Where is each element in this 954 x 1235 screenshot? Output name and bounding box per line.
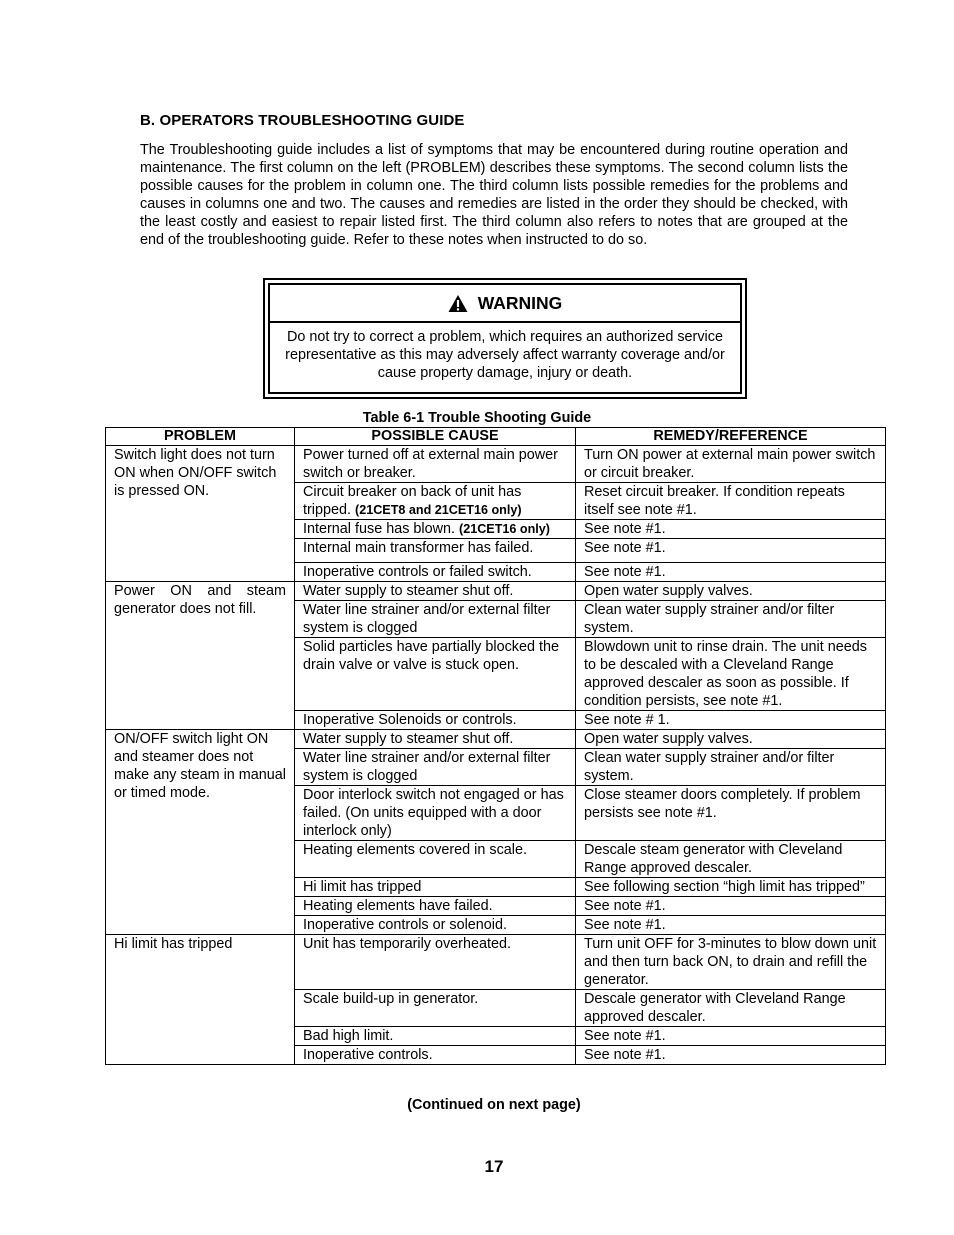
remedy-cell: See note #1. (576, 1046, 886, 1065)
remedy-cell: See note #1. (576, 520, 886, 539)
remedy-cell: Descale steam generator with Cleveland Range approved descaler. (576, 841, 886, 878)
table-row (106, 935, 886, 990)
warning-box (263, 278, 747, 399)
remedy-cell: Close steamer doors completely. If problem persists see note #1. (576, 786, 886, 841)
table-header-row (106, 428, 886, 446)
remedy-cell: Reset circuit breaker. If condition repeats itself see note #1. (576, 483, 886, 520)
cause-cell: Heating elements covered in scale. (295, 841, 576, 878)
problem-cell: Switch light does not turn ON when ON/OFF switch is pressed ON. (106, 446, 295, 582)
cause-cell (295, 483, 576, 520)
remedy-cell: See note #1. (576, 916, 886, 935)
cause-cell: Hi limit has tripped (295, 878, 576, 897)
cause-model-note: (21CET16 only) (459, 522, 550, 536)
remedy-cell: See following section “high limit has tripped” (576, 878, 886, 897)
remedy-cell: Clean water supply strainer and/or filter system. (576, 749, 886, 786)
cause-cell: Door interlock switch not engaged or has failed. (On units equipped with a door interlock only) (295, 786, 576, 841)
warning-body: Do not try to correct a problem, which requires an authorized service representative as this may adversely affect warranty coverage and/or cause property damage, injury or death. (285, 329, 725, 381)
page-number: 17 (484, 1157, 504, 1176)
cause-cell: Solid particles have partially blocked the drain valve or valve is stuck open. (295, 638, 576, 711)
cause-cell: Unit has temporarily overheated. (295, 935, 576, 990)
table-row (106, 446, 886, 483)
warning-triangle-icon (448, 294, 468, 313)
intro-paragraph: The Troubleshooting guide includes a list of symptoms that may be encountered during routine operation and maintenance. The first column on the left (PROBLEM) describes these symptoms. The second column lists the possible causes for the problem in column one. The third column lists possible remedies for the problems and causes in columns one and two. The causes and remedies are listed in the order they should be checked, with the least costly and easiest to repair listed first. The third column also refers to notes that are grouped at the end of the troubleshooting guide. Refer to these notes when instructed to do so. (140, 142, 848, 248)
remedy-cell: Open water supply valves. (576, 730, 886, 749)
cause-cell: Power turned off at external main power switch or breaker. (295, 446, 576, 483)
header-possible-cause: POSSIBLE CAUSE (295, 428, 576, 446)
table-row (106, 730, 886, 749)
remedy-cell: Descale generator with Cleveland Range approved descaler. (576, 990, 886, 1027)
header-problem: PROBLEM (106, 428, 295, 446)
cause-text: Circuit breaker on back of unit has tripped. (303, 484, 522, 518)
cause-cell: Water line strainer and/or external filter system is clogged (295, 749, 576, 786)
cause-cell: Water supply to steamer shut off. (295, 730, 576, 749)
cause-cell: Inoperative controls or failed switch. (295, 563, 576, 582)
table-row (106, 582, 886, 601)
cause-model-note: (21CET8 and 21CET16 only) (355, 503, 522, 517)
warning-box-inner (268, 283, 742, 394)
header-remedy: REMEDY/REFERENCE (576, 428, 886, 446)
remedy-cell: See note # 1. (576, 711, 886, 730)
remedy-cell: Blowdown unit to rinse drain. The unit needs to be descaled with a Cleveland Range approved descaler as soon as possible. If condition persists, see note #1. (576, 638, 886, 711)
cause-cell: Water supply to steamer shut off. (295, 582, 576, 601)
problem-cell: Hi limit has tripped (106, 935, 295, 1065)
troubleshooting-table (105, 427, 886, 1065)
remedy-cell: See note #1. (576, 563, 886, 582)
warning-title: WARNING (477, 292, 563, 313)
cause-text: Internal fuse has blown. (303, 521, 455, 537)
problem-cell: ON/OFF switch light ON and steamer does not make any steam in manual or timed mode. (106, 730, 295, 935)
section-heading: B. OPERATORS TROUBLESHOOTING GUIDE (140, 112, 465, 129)
cause-cell: Heating elements have failed. (295, 897, 576, 916)
cause-cell: Scale build-up in generator. (295, 990, 576, 1027)
remedy-cell: See note #1. (576, 539, 886, 563)
cause-cell: Inoperative Solenoids or controls. (295, 711, 576, 730)
table-caption: Table 6-1 Trouble Shooting Guide (362, 410, 592, 426)
remedy-cell: Clean water supply strainer and/or filter system. (576, 601, 886, 638)
problem-cell: Power ON and steam generator does not fill. (106, 582, 295, 730)
cause-cell: Internal main transformer has failed. (295, 539, 576, 563)
cause-cell: Water line strainer and/or external filter system is clogged (295, 601, 576, 638)
remedy-cell: Turn ON power at external main power switch or circuit breaker. (576, 446, 886, 483)
cause-cell: Inoperative controls or solenoid. (295, 916, 576, 935)
remedy-cell: Open water supply valves. (576, 582, 886, 601)
remedy-cell: Turn unit OFF for 3-minutes to blow down unit and then turn back ON, to drain and refill the generator. (576, 935, 886, 990)
continued-note: (Continued on next page) (407, 1097, 581, 1113)
cause-cell: Bad high limit. (295, 1027, 576, 1046)
remedy-cell: See note #1. (576, 897, 886, 916)
remedy-cell: See note #1. (576, 1027, 886, 1046)
cause-cell (295, 520, 576, 539)
warning-header (270, 285, 740, 323)
cause-cell: Inoperative controls. (295, 1046, 576, 1065)
